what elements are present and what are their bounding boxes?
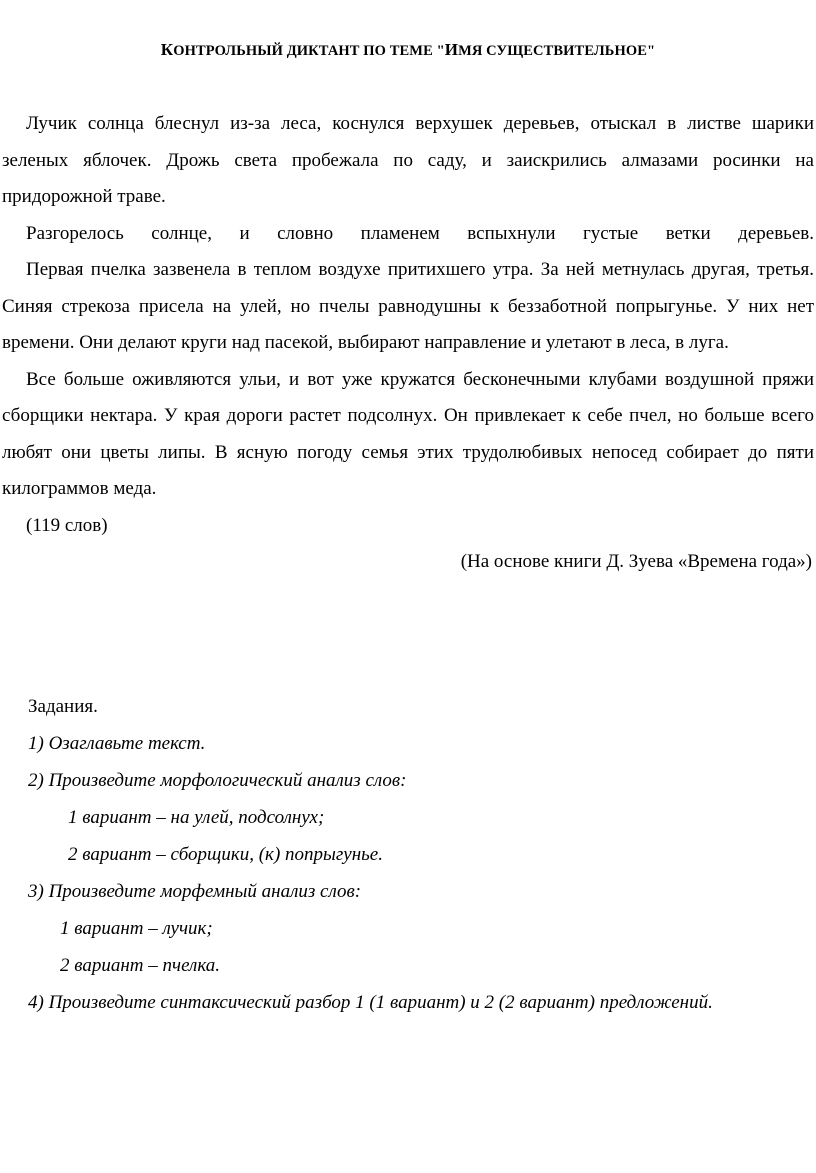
paragraph-4: Все больше оживляются ульи, и вот уже кружатся бесконечными клубами воздушной пряжи сборщики нектара. У края дороги растет подсолнух. Он привлекает к себе пчел, но больше всего любят они цветы липы. В ясную погоду семья этих трудолюбивых непосед собирает до пяти килограммов меда. xyxy=(2,368,814,499)
dictation-text xyxy=(2,106,814,581)
task-2-variant-1: 1 вариант – на улей, подсолнух; xyxy=(68,807,325,828)
task-1: 1) Озаглавьте текст. xyxy=(28,733,206,754)
paragraph-1: Лучик солнца блеснул из-за леса, коснулся верхушек деревьев, отыскал в листве шарики зеленых яблочек. Дрожь света пробежала по саду, и заискрились алмазами росинки на придорожной траве. xyxy=(2,113,814,207)
paragraph-2: Разгорелось солнце, и словно пламенем вспыхнули густые ветки деревьев. xyxy=(26,222,814,244)
task-4: 4) Произведите синтаксический разбор 1 (1 вариант) и 2 (2 вариант) предложений. xyxy=(28,992,713,1013)
task-2: 2) Произведите морфологический анализ слов: xyxy=(28,770,407,791)
title-part-2: МЯ СУЩЕСТВИТЕЛЬНОЕ" xyxy=(458,43,656,59)
tasks-heading: Задания. xyxy=(28,696,98,717)
title-cap-1: К xyxy=(160,40,174,59)
tasks-section xyxy=(28,688,808,1021)
title-cap-2: И xyxy=(444,40,459,59)
document-title xyxy=(0,40,816,60)
task-2-variant-2: 2 вариант – сборщики, (к) попрыгунье. xyxy=(68,844,383,865)
task-3: 3) Произведите морфемный анализ слов: xyxy=(28,881,362,902)
task-3-variant-2: 2 вариант – пчелка. xyxy=(60,955,220,976)
task-3-variant-1: 1 вариант – лучик; xyxy=(60,918,213,939)
word-count: (119 слов) xyxy=(26,514,108,536)
source-citation: (На основе книги Д. Зуева «Времена года») xyxy=(460,551,812,572)
title-part-1: ОНТРОЛЬНЫЙ ДИКТАНТ ПО ТЕМЕ " xyxy=(173,43,445,59)
paragraph-3: Первая пчелка зазвенела в теплом воздухе притихшего утра. За ней метнулась другая, третья. Синяя стрекоза присела на улей, но пчелы равнодушны к беззаботной попрыгунье. У них нет времени. Они делают круги над пасекой, выбирают направление и улетают в леса, в луга. xyxy=(2,259,814,353)
